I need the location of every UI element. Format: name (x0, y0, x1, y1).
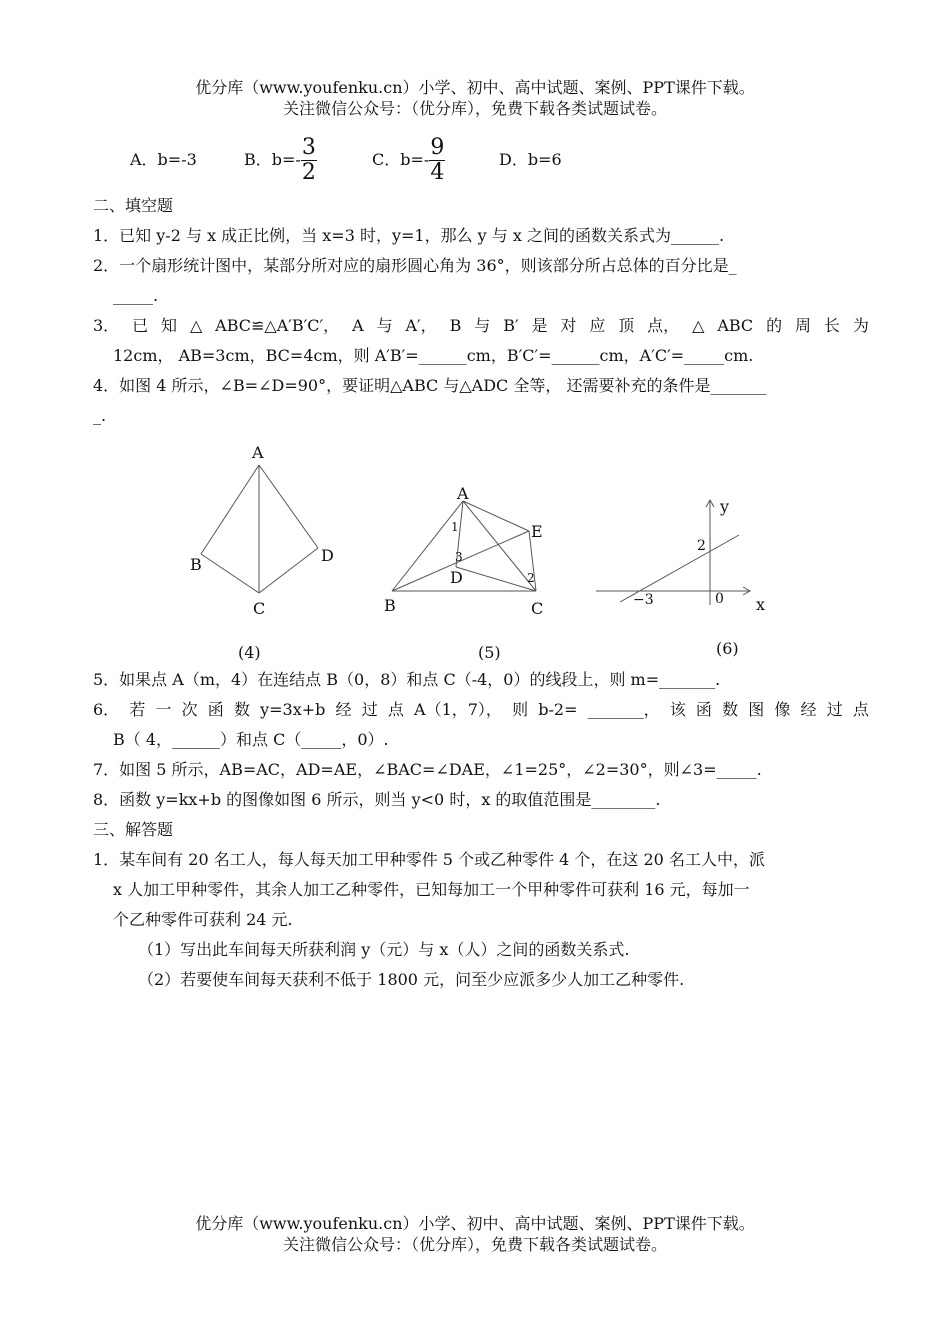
question-2-3-part: A (352, 316, 364, 335)
question-2-5: 5．如果点 A（m，4）在连结点 B（0，8）和点 C（-4，0）的线段上，则 m=_______. (93, 670, 721, 689)
question-2-8: 8．函数 y=kx+b 的图像如图 6 所示，则当 y<0 时，x 的取值范围是________. (93, 790, 661, 809)
option-c-numerator: 9 (430, 135, 445, 160)
problem-3-1-line3: 个乙种零件可获利 24 元. (113, 910, 293, 929)
question-2-6-part: A（1，7）， (414, 700, 502, 719)
fig6-caption: (6) (716, 639, 739, 658)
question-2-2-line2: _____. (113, 286, 159, 305)
question-2-3-part: △ (189, 316, 203, 335)
question-2-2-line1: 2．一个扇形统计图中，某部分所对应的扇形圆心角为 36°，则该部分所占总体的百分比是_ (93, 256, 737, 275)
fig5-angle-2: 2 (527, 571, 535, 585)
problem-3-1-sub1: （1）写出此车间每天所获利润 y（元）与 x（人）之间的函数关系式. (138, 940, 630, 959)
question-2-6-part: 函 (207, 700, 224, 719)
figure-5 (392, 501, 536, 591)
question-2-6-part: _______， (587, 700, 660, 719)
question-2-3-part: △ (692, 316, 705, 335)
fig5-caption: (5) (478, 643, 501, 662)
question-2-7: 7．如图 5 所示，AB=AC，AD=AE，∠BAC=∠DAE，∠1=25°，∠2=30°，则∠3=_____. (93, 760, 762, 779)
problem-3-1-line1: 1．某车间有 20 名工人，每人每天加工甲种零件 5 个或乙种零件 4 个，在这 20 名工人中，派 (93, 850, 765, 869)
question-2-6-part: 数 (722, 700, 739, 719)
question-2-6-line2: B（ 4，______）和点 C（_____，0）. (113, 730, 389, 749)
fig4-edge-ad (259, 465, 318, 548)
option-c (372, 130, 445, 190)
question-2-6-part: 点 (387, 700, 404, 719)
option-b-denominator: 2 (301, 160, 316, 185)
question-2-3-part: ABC (717, 316, 754, 335)
fig6-label-x: x (756, 595, 766, 614)
question-2-3-part: ABC≌△A′B′C′， (215, 316, 340, 335)
question-2-6-part: 数 (233, 700, 250, 719)
page-header-line1: 优分库（www.youfenku.cn）小学、初中、高中试题、案例、PPT课件下载。 (195, 78, 755, 97)
option-c-denominator: 4 (430, 160, 445, 185)
fig6-label-y: y (720, 497, 730, 516)
option-a: A．b=-3 (130, 150, 197, 169)
question-2-3-part: 的 (766, 316, 783, 335)
fig4-label-a: A (252, 443, 264, 462)
figure-4 (201, 465, 318, 593)
fig5-edge-ac (463, 501, 536, 591)
question-2-3-part: 知 (161, 316, 178, 335)
fig4-label-c: C (253, 599, 266, 618)
fig4-caption: (4) (238, 643, 261, 662)
question-2-3-part: 3． (93, 316, 120, 335)
fig5-label-d: D (450, 568, 463, 587)
question-2-6-part: b-2= (538, 700, 578, 719)
question-2-6-part: 过 (361, 700, 378, 719)
option-b-fraction (301, 136, 317, 185)
question-2-3-part: 为 (852, 316, 869, 335)
page-header-line2: 关注微信公众号：（优分库），免费下载各类试题试卷。 (282, 99, 667, 118)
question-2-3-part: B (449, 316, 462, 335)
question-2-3-part: 与 (474, 316, 491, 335)
question-2-4-line1: 4．如图 4 所示，∠B=∠D=90°，要证明△ABC 与△ADC 全等， 还需要补充的条件是_______ (93, 376, 767, 395)
question-2-6-part: 过 (826, 700, 843, 719)
page-footer-line2: 关注微信公众号：（优分库），免费下载各类试题试卷。 (282, 1235, 667, 1254)
question-2-6-part: 该 (669, 700, 686, 719)
question-2-3-part: 对 (560, 316, 577, 335)
fig5-label-e: E (531, 522, 543, 541)
question-2-3-part: B′ (503, 316, 519, 335)
question-2-6-part: 则 (512, 700, 529, 719)
fig5-edge-dc (456, 567, 536, 591)
question-2-4-line2: _. (93, 406, 107, 425)
problem-3-1-line2: x 人加工甲种零件，其余人加工乙种零件，已知每加工一个甲种零件可获利 16 元，每加一 (113, 880, 750, 899)
question-2-3-line1 (93, 316, 869, 336)
question-2-6-part: 图 (748, 700, 765, 719)
fig5-label-b: B (384, 596, 396, 615)
figures (0, 430, 950, 670)
page-footer-line1: 优分库（www.youfenku.cn）小学、初中、高中试题、案例、PPT课件下载。 (195, 1214, 755, 1233)
question-2-6-part: 函 (695, 700, 712, 719)
question-2-3-part: 长 (823, 316, 840, 335)
question-2-6-line1 (93, 700, 869, 720)
fig6-label-2: 2 (697, 538, 706, 554)
fig6-label-0: 0 (715, 591, 724, 607)
question-2-6-part: 一 (155, 700, 172, 719)
question-2-6-part: 若 (129, 700, 146, 719)
option-c-prefix: C．b=- (372, 150, 430, 169)
option-b (244, 130, 317, 190)
question-2-6-part: 经 (335, 700, 352, 719)
question-2-3-part: 已 (132, 316, 149, 335)
question-2-3-part: A′， (405, 316, 437, 335)
fig5-edge-ae (463, 501, 529, 531)
fig5-angle-1: 1 (451, 520, 459, 534)
question-2-3-part: 与 (376, 316, 393, 335)
question-2-6-part: 像 (774, 700, 791, 719)
fig4-edge-dc (259, 548, 318, 593)
option-d: D．b=6 (499, 150, 562, 169)
option-b-prefix: B．b=- (244, 150, 301, 169)
question-2-6-part: y=3x+b (260, 700, 326, 719)
section2-title: 二、填空题 (93, 196, 174, 215)
question-2-3-part: 应 (589, 316, 606, 335)
question-2-3-part: 周 (795, 316, 812, 335)
fig4-edge-ab (201, 465, 259, 554)
question-2-3-part: 是 (531, 316, 548, 335)
question-2-3-part: 顶 (618, 316, 635, 335)
option-c-fraction (429, 136, 445, 185)
question-2-6-part: 6． (93, 700, 120, 719)
fig4-edge-bc (201, 554, 259, 593)
question-2-3-part: 点， (647, 316, 680, 335)
problem-3-1-sub2: （2）若要使车间每天获利不低于 1800 元，问至少应派多少人加工乙种零件. (138, 970, 685, 989)
option-b-numerator: 3 (301, 135, 316, 160)
fig4-label-b: B (190, 555, 202, 574)
section3-title: 三、解答题 (93, 820, 174, 839)
question-2-6-part: 点 (852, 700, 869, 719)
fig5-angle-3: 3 (455, 550, 463, 564)
fig4-label-d: D (321, 546, 334, 565)
fig5-label-c: C (531, 599, 544, 618)
question-2-3-line2: 12cm， AB=3cm，BC=4cm，则 A′B′=______cm，B′C′=______cm，A′C′=_____cm. (113, 346, 754, 365)
fig5-label-a: A (457, 484, 469, 503)
question-2-1: 1．已知 y-2 与 x 成正比例，当 x=3 时，y=1，那么 y 与 x 之间的函数关系式为______. (93, 226, 725, 245)
question-2-6-part: 经 (800, 700, 817, 719)
fig6-label-neg3: −3 (633, 592, 654, 608)
question-2-6-part: 次 (181, 700, 198, 719)
